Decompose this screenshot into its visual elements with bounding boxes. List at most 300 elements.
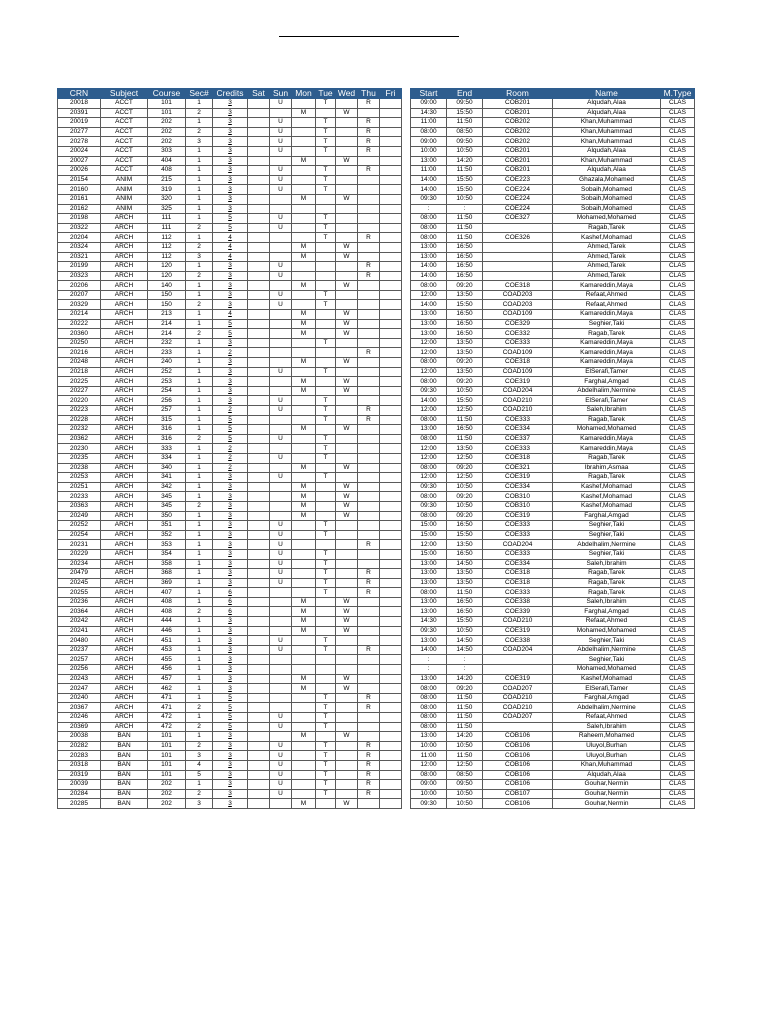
cell-end: 08:50 (447, 770, 483, 780)
cell-course: 451 (148, 636, 186, 646)
cell-name: Khan,Muhammad (553, 127, 661, 137)
cell-credits: 3 (213, 262, 248, 272)
cell-start: 12:00 (411, 348, 447, 358)
cell-name: Abdelhalim,Nermine (553, 645, 661, 655)
cell-wed: W (336, 281, 358, 291)
cell-sun: U (270, 185, 292, 195)
cell-section: 2 (186, 741, 213, 751)
cell-sat (248, 722, 270, 732)
cell-crn: 20391 (58, 108, 101, 118)
cell-mon (292, 751, 316, 761)
cell-sun: U (270, 137, 292, 147)
cell-room: COAD210 (483, 396, 553, 406)
table-row (58, 118, 695, 128)
cell-sun: U (270, 770, 292, 780)
cell-room: COB202 (483, 127, 553, 137)
cell-sun: U (270, 166, 292, 176)
cell-crn: 20250 (58, 338, 101, 348)
cell-sat (248, 290, 270, 300)
cell-crn: 20214 (58, 310, 101, 320)
cell-thu (358, 386, 380, 396)
cell-section: 2 (186, 722, 213, 732)
cell-name: Abdelhalim,Nermine (553, 703, 661, 713)
cell-section: 1 (186, 453, 213, 463)
cell-tue: T (316, 549, 336, 559)
cell-subject: ARCH (101, 645, 148, 655)
cell-end: 14:20 (447, 674, 483, 684)
cell-end: 13:50 (447, 348, 483, 358)
column-gap (402, 549, 411, 559)
cell-thu (358, 108, 380, 118)
cell-subject: ACCT (101, 156, 148, 166)
cell-credits: 3 (213, 674, 248, 684)
cell-section: 1 (186, 281, 213, 291)
cell-sat (248, 732, 270, 742)
cell-sun (270, 310, 292, 320)
cell-tue (316, 463, 336, 473)
cell-crn: 20243 (58, 674, 101, 684)
column-gap (402, 262, 411, 272)
cell-subject: ARCH (101, 281, 148, 291)
cell-room: COB106 (483, 751, 553, 761)
cell-subject: ARCH (101, 597, 148, 607)
cell-crn: 20323 (58, 271, 101, 281)
cell-mon (292, 127, 316, 137)
cell-credits: 3 (213, 665, 248, 675)
cell-sun: U (270, 290, 292, 300)
cell-room: COB106 (483, 741, 553, 751)
column-gap (402, 406, 411, 416)
cell-thu: R (358, 233, 380, 243)
cell-name: Uluyol,Burhan (553, 741, 661, 751)
cell-subject: ARCH (101, 703, 148, 713)
cell-mon: M (292, 684, 316, 694)
cell-room: COE319 (483, 626, 553, 636)
column-gap (402, 127, 411, 137)
cell-crn: 20160 (58, 185, 101, 195)
cell-end: : (447, 655, 483, 665)
cell-wed (336, 569, 358, 579)
cell-course: 352 (148, 530, 186, 540)
cell-end: 11:50 (447, 434, 483, 444)
cell-start: 08:00 (411, 281, 447, 291)
cell-mon (292, 214, 316, 224)
table-row (58, 559, 695, 569)
cell-mtype: CLAS (661, 175, 695, 185)
cell-end: 13:50 (447, 540, 483, 550)
cell-end: 16:50 (447, 521, 483, 531)
cell-fri (380, 338, 402, 348)
cell-name: Alqudah,Alaa (553, 146, 661, 156)
cell-mon (292, 636, 316, 646)
cell-subject: ARCH (101, 425, 148, 435)
cell-tue: T (316, 588, 336, 598)
cell-sat (248, 760, 270, 770)
cell-tue: T (316, 367, 336, 377)
cell-crn: 20242 (58, 617, 101, 627)
cell-crn: 20480 (58, 636, 101, 646)
cell-fri (380, 722, 402, 732)
cell-start: 09:00 (411, 137, 447, 147)
cell-crn: 20228 (58, 415, 101, 425)
cell-fri (380, 578, 402, 588)
column-gap (402, 310, 411, 320)
cell-mtype: CLAS (661, 127, 695, 137)
cell-room: COAD207 (483, 713, 553, 723)
cell-sun: U (270, 396, 292, 406)
cell-tue: T (316, 693, 336, 703)
cell-mtype: CLAS (661, 146, 695, 156)
cell-room: COE339 (483, 607, 553, 617)
cell-fri (380, 415, 402, 425)
cell-crn: 20360 (58, 329, 101, 339)
cell-sun (270, 319, 292, 329)
cell-room: COE321 (483, 463, 553, 473)
cell-crn: 20367 (58, 703, 101, 713)
table-row (58, 655, 695, 665)
table-row (58, 511, 695, 521)
cell-sat (248, 482, 270, 492)
cell-end: 10:50 (447, 626, 483, 636)
table-row (58, 617, 695, 627)
cell-crn: 20229 (58, 549, 101, 559)
table-row (58, 204, 695, 214)
cell-course: 340 (148, 463, 186, 473)
cell-start: 09:30 (411, 194, 447, 204)
cell-course: 354 (148, 549, 186, 559)
cell-course: 150 (148, 290, 186, 300)
cell-credits: 3 (213, 290, 248, 300)
cell-start: 08:00 (411, 377, 447, 387)
cell-start: 14:00 (411, 185, 447, 195)
cell-section: 1 (186, 578, 213, 588)
cell-name: Uluyol,Burhan (553, 751, 661, 761)
cell-name: Ragab,Tarek (553, 588, 661, 598)
cell-fri (380, 760, 402, 770)
cell-sun: U (270, 645, 292, 655)
table-row (58, 789, 695, 799)
cell-section: 1 (186, 406, 213, 416)
cell-tue: T (316, 118, 336, 128)
cell-subject: ARCH (101, 348, 148, 358)
cell-name: Saleh,Ibrahim (553, 559, 661, 569)
cell-course: 111 (148, 214, 186, 224)
cell-credits: 3 (213, 636, 248, 646)
cell-course: 233 (148, 348, 186, 358)
cell-name: Mohamed,Mohamed (553, 626, 661, 636)
cell-section: 1 (186, 674, 213, 684)
cell-mon (292, 780, 316, 790)
cell-thu (358, 665, 380, 675)
cell-fri (380, 770, 402, 780)
cell-mtype: CLAS (661, 741, 695, 751)
cell-mon: M (292, 799, 316, 809)
cell-crn: 20038 (58, 732, 101, 742)
cell-name: Khan,Muhammad (553, 760, 661, 770)
table-row (58, 166, 695, 176)
cell-tue: T (316, 578, 336, 588)
cell-end: 12:50 (447, 473, 483, 483)
col-header-start: Start (411, 89, 447, 99)
cell-wed (336, 204, 358, 214)
cell-tue (316, 674, 336, 684)
cell-subject: ANIM (101, 204, 148, 214)
column-gap (402, 559, 411, 569)
cell-subject: BAN (101, 760, 148, 770)
cell-name: Seghier,Taki (553, 521, 661, 531)
cell-tue: T (316, 453, 336, 463)
cell-thu: R (358, 578, 380, 588)
table-row (58, 233, 695, 243)
column-gap (402, 703, 411, 713)
cell-name: Ragab,Tarek (553, 569, 661, 579)
table-row (58, 137, 695, 147)
cell-tue: T (316, 760, 336, 770)
cell-credits: 4 (213, 233, 248, 243)
cell-course: 316 (148, 434, 186, 444)
cell-credits: 3 (213, 127, 248, 137)
cell-course: 334 (148, 453, 186, 463)
cell-course: 111 (148, 223, 186, 233)
cell-sun (270, 703, 292, 713)
cell-subject: BAN (101, 799, 148, 809)
cell-mtype: CLAS (661, 108, 695, 118)
cell-course: 369 (148, 578, 186, 588)
cell-mtype: CLAS (661, 329, 695, 339)
cell-sat (248, 99, 270, 109)
table-row (58, 223, 695, 233)
cell-credits: 3 (213, 386, 248, 396)
cell-name: Kashef,Mohamad (553, 501, 661, 511)
cell-end: 08:50 (447, 127, 483, 137)
table-row (58, 463, 695, 473)
cell-section: 1 (186, 626, 213, 636)
cell-fri (380, 358, 402, 368)
cell-mtype: CLAS (661, 338, 695, 348)
cell-mtype: CLAS (661, 770, 695, 780)
column-gap (402, 242, 411, 252)
cell-mtype: CLAS (661, 348, 695, 358)
column-gap (402, 501, 411, 511)
cell-wed: W (336, 386, 358, 396)
cell-thu (358, 722, 380, 732)
cell-sun (270, 156, 292, 166)
cell-sat (248, 319, 270, 329)
cell-crn: 20235 (58, 453, 101, 463)
cell-mtype: CLAS (661, 204, 695, 214)
cell-section: 1 (186, 473, 213, 483)
cell-tue (316, 386, 336, 396)
table-row (58, 214, 695, 224)
cell-course: 325 (148, 204, 186, 214)
cell-room: COAD109 (483, 348, 553, 358)
cell-thu (358, 626, 380, 636)
cell-subject: ACCT (101, 108, 148, 118)
cell-tue: T (316, 559, 336, 569)
cell-room: COB201 (483, 99, 553, 109)
cell-wed (336, 588, 358, 598)
cell-credits: 5 (213, 434, 248, 444)
table-row (58, 406, 695, 416)
cell-course: 341 (148, 473, 186, 483)
cell-start: 11:00 (411, 751, 447, 761)
cell-credits: 3 (213, 358, 248, 368)
cell-subject: ARCH (101, 578, 148, 588)
cell-start: 08:00 (411, 214, 447, 224)
cell-room: COE318 (483, 569, 553, 579)
cell-start: 14:00 (411, 645, 447, 655)
cell-end: 16:50 (447, 242, 483, 252)
cell-thu (358, 281, 380, 291)
cell-crn: 20234 (58, 559, 101, 569)
cell-course: 404 (148, 156, 186, 166)
cell-fri (380, 127, 402, 137)
cell-course: 112 (148, 233, 186, 243)
table-row (58, 665, 695, 675)
cell-mtype: CLAS (661, 722, 695, 732)
cell-section: 2 (186, 223, 213, 233)
cell-sat (248, 770, 270, 780)
cell-thu: R (358, 99, 380, 109)
cell-wed (336, 137, 358, 147)
cell-credits: 3 (213, 492, 248, 502)
cell-end: 16:50 (447, 425, 483, 435)
table-row (58, 578, 695, 588)
cell-wed: W (336, 597, 358, 607)
cell-thu (358, 185, 380, 195)
cell-mon: M (292, 732, 316, 742)
cell-thu (358, 425, 380, 435)
cell-wed: W (336, 310, 358, 320)
cell-sun: U (270, 271, 292, 281)
column-gap (402, 377, 411, 387)
cell-section: 3 (186, 252, 213, 262)
cell-thu (358, 607, 380, 617)
cell-wed (336, 780, 358, 790)
cell-sun (270, 415, 292, 425)
cell-section: 1 (186, 367, 213, 377)
cell-mon (292, 540, 316, 550)
cell-thu (358, 713, 380, 723)
cell-thu: R (358, 540, 380, 550)
table-row (58, 722, 695, 732)
cell-mon (292, 713, 316, 723)
cell-credits: 3 (213, 684, 248, 694)
cell-end: 10:50 (447, 482, 483, 492)
cell-subject: ARCH (101, 252, 148, 262)
cell-room (483, 252, 553, 262)
cell-mtype: CLAS (661, 252, 695, 262)
cell-fri (380, 665, 402, 675)
column-gap (402, 453, 411, 463)
cell-name: Seghier,Taki (553, 636, 661, 646)
cell-mtype: CLAS (661, 367, 695, 377)
cell-tue (316, 607, 336, 617)
table-row (58, 194, 695, 204)
cell-name: Saleh,Ibrahim (553, 597, 661, 607)
cell-sat (248, 501, 270, 511)
cell-sun: U (270, 99, 292, 109)
cell-mon: M (292, 252, 316, 262)
cell-mon: M (292, 108, 316, 118)
cell-wed (336, 559, 358, 569)
cell-name: ElSerafi,Tamer (553, 367, 661, 377)
cell-start: 09:30 (411, 799, 447, 809)
cell-fri (380, 329, 402, 339)
cell-thu (358, 204, 380, 214)
cell-course: 101 (148, 770, 186, 780)
cell-room: COE338 (483, 597, 553, 607)
cell-end: 10:50 (447, 194, 483, 204)
cell-course: 202 (148, 789, 186, 799)
cell-sat (248, 569, 270, 579)
cell-sun (270, 674, 292, 684)
cell-crn: 20223 (58, 406, 101, 416)
cell-name: Kashef,Mohamad (553, 674, 661, 684)
cell-wed (336, 578, 358, 588)
cell-tue (316, 501, 336, 511)
cell-name: ElSerafi,Tamer (553, 396, 661, 406)
cell-mtype: CLAS (661, 242, 695, 252)
cell-start: 13:00 (411, 252, 447, 262)
table-row (58, 693, 695, 703)
cell-subject: BAN (101, 732, 148, 742)
cell-name: Kashef,Mohamad (553, 492, 661, 502)
cell-sat (248, 665, 270, 675)
cell-end: 13:50 (447, 578, 483, 588)
cell-course: 408 (148, 607, 186, 617)
cell-thu (358, 358, 380, 368)
cell-sun: U (270, 722, 292, 732)
cell-name: Mohamed,Mohamed (553, 665, 661, 675)
cell-end: 13:50 (447, 367, 483, 377)
cell-wed: W (336, 242, 358, 252)
cell-subject: ARCH (101, 569, 148, 579)
cell-crn: 20162 (58, 204, 101, 214)
cell-thu: R (358, 262, 380, 272)
column-gap (402, 789, 411, 799)
cell-start: 14:30 (411, 108, 447, 118)
cell-name: Ragab,Tarek (553, 329, 661, 339)
cell-sat (248, 386, 270, 396)
cell-end: 14:20 (447, 156, 483, 166)
column-gap (402, 415, 411, 425)
cell-credits: 3 (213, 655, 248, 665)
cell-tue: T (316, 636, 336, 646)
cell-name: Ahmed,Tarek (553, 252, 661, 262)
cell-mon (292, 789, 316, 799)
cell-crn: 20364 (58, 607, 101, 617)
cell-start: 08:00 (411, 127, 447, 137)
cell-name: Saleh,Ibrahim (553, 406, 661, 416)
cell-thu (358, 214, 380, 224)
table-row (58, 271, 695, 281)
cell-start: 14:30 (411, 617, 447, 627)
col-header-tue: Tue (316, 89, 336, 99)
column-gap (402, 751, 411, 761)
cell-credits: 3 (213, 367, 248, 377)
cell-crn: 20199 (58, 262, 101, 272)
cell-mtype: CLAS (661, 645, 695, 655)
column-gap (402, 463, 411, 473)
cell-subject: ARCH (101, 386, 148, 396)
cell-wed (336, 444, 358, 454)
cell-sun (270, 358, 292, 368)
cell-sat (248, 406, 270, 416)
cell-mon (292, 473, 316, 483)
table-row (58, 425, 695, 435)
cell-course: 101 (148, 732, 186, 742)
